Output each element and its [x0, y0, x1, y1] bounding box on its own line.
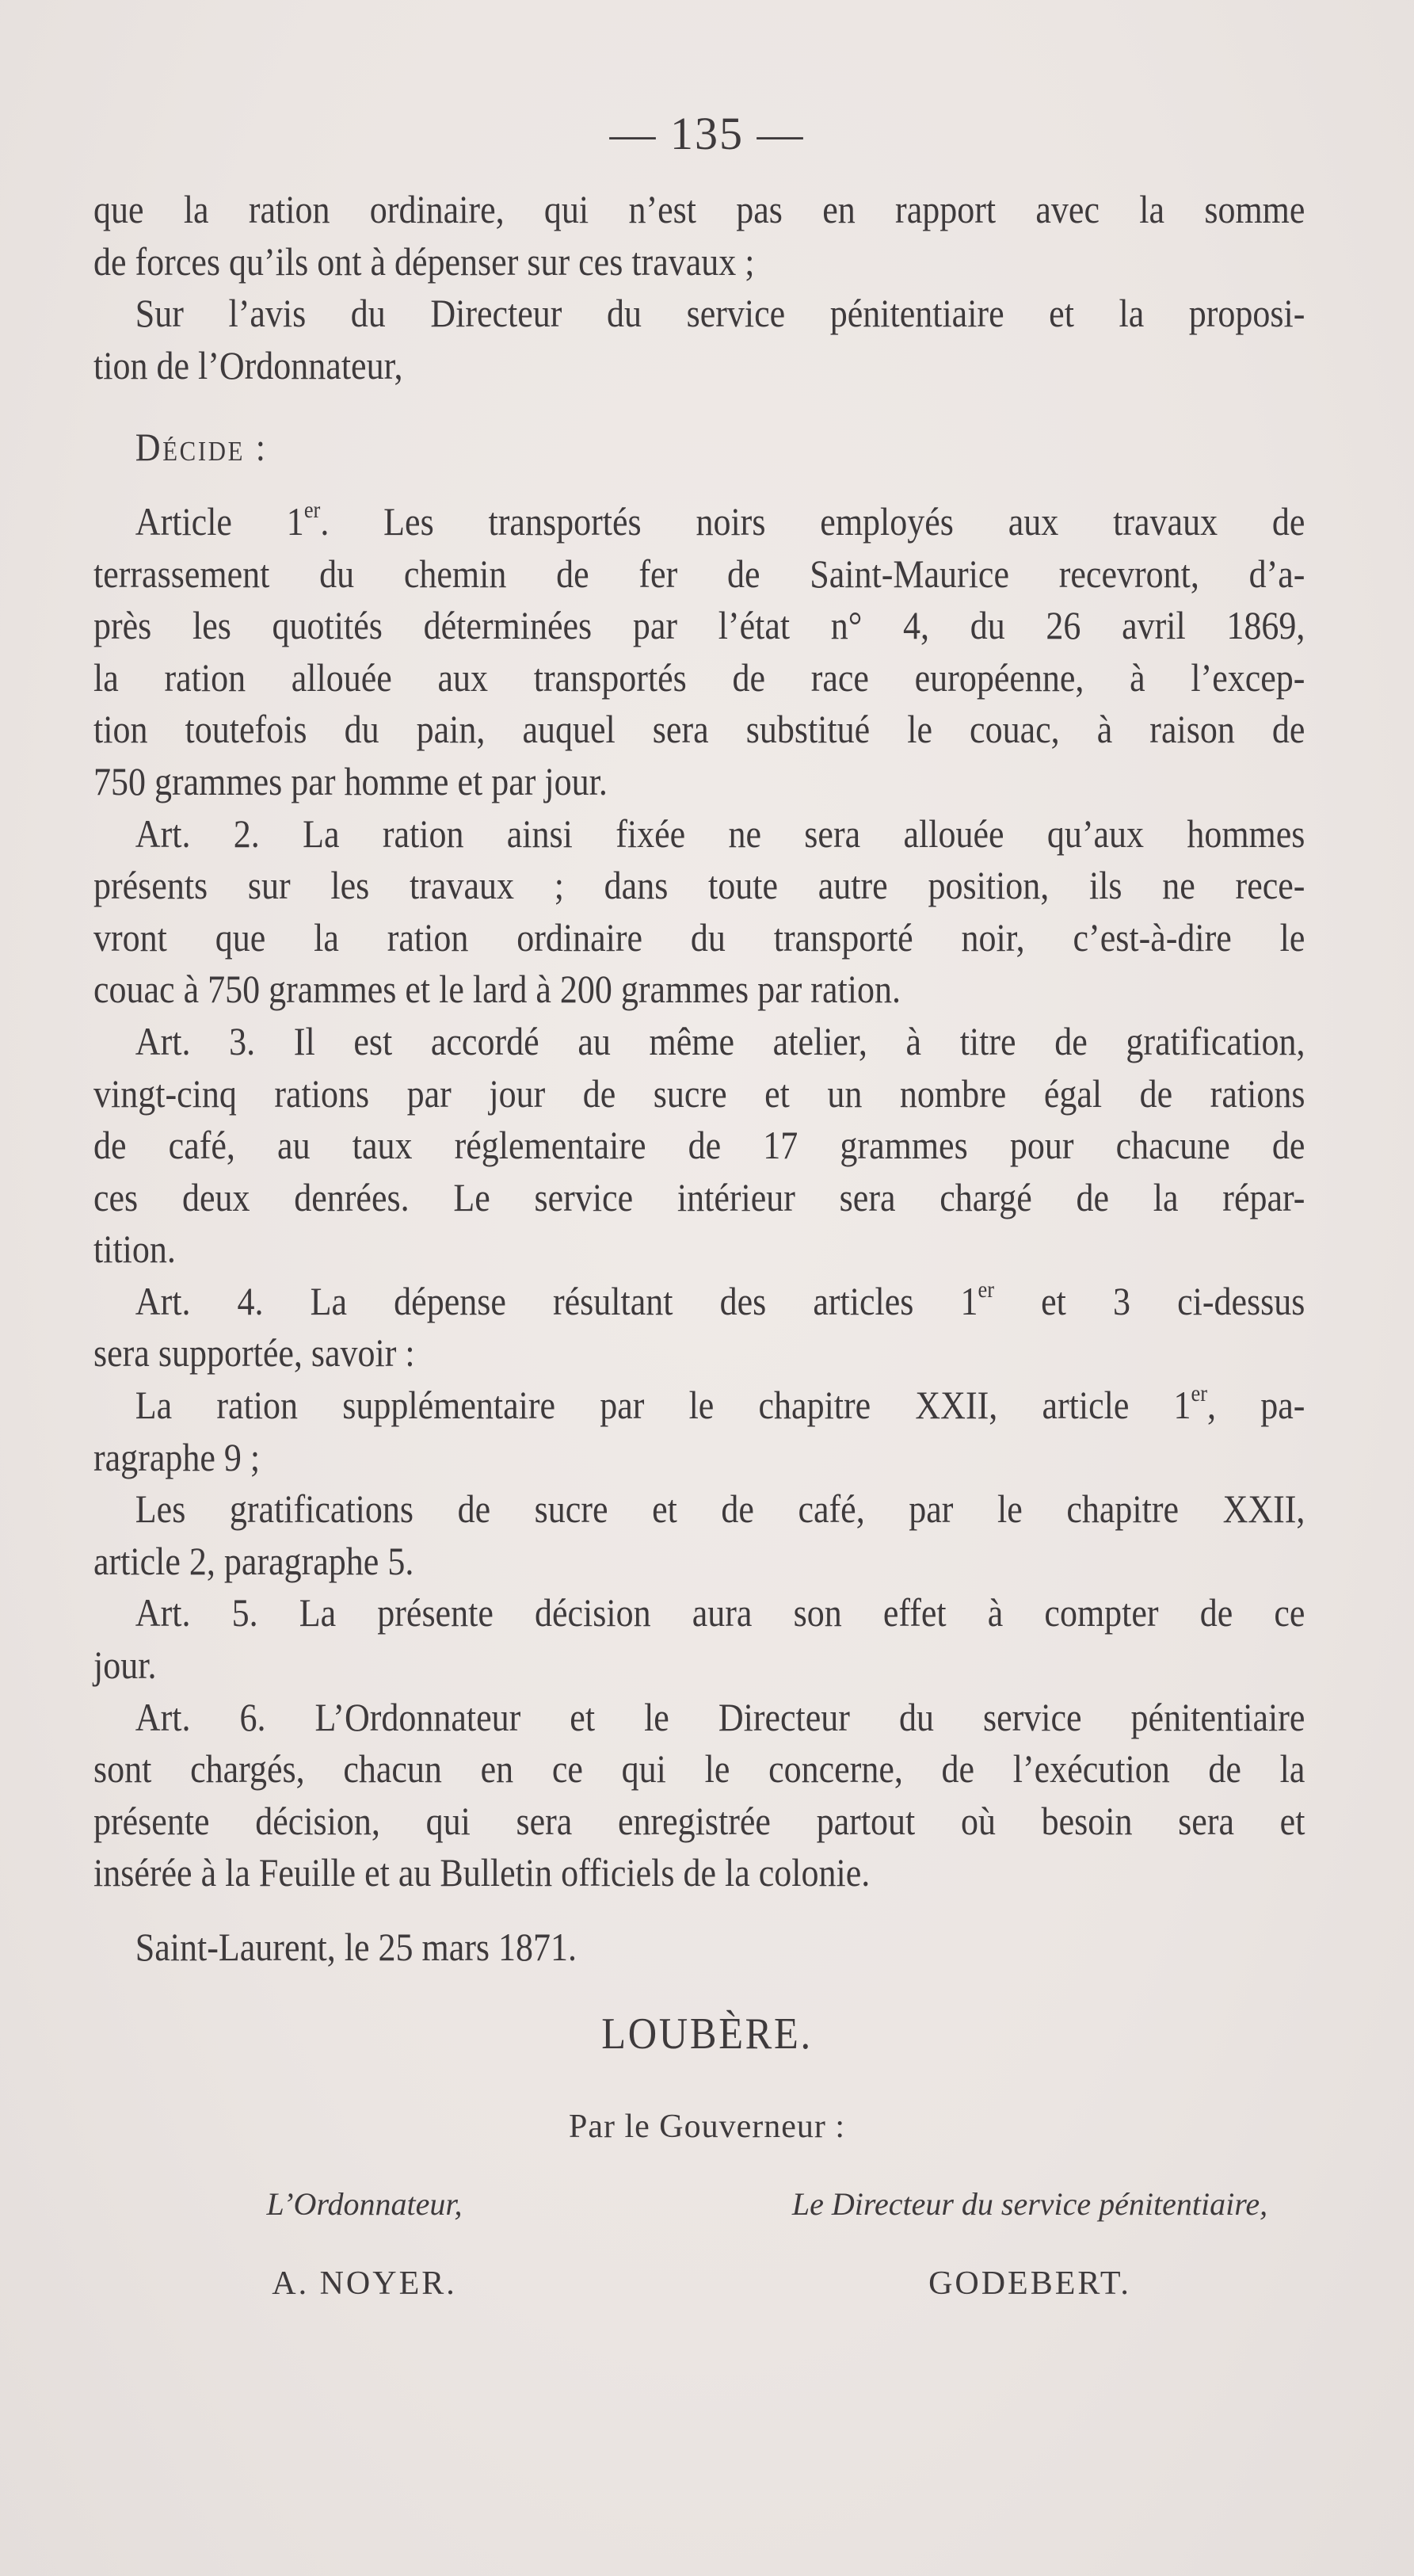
text-line: près les quotités déterminées par l’état n° 4, du 26 avril 1869,	[93, 603, 1305, 648]
text-line: terrassement du chemin de fer de Saint-Maurice recevront, d’a-	[93, 551, 1305, 596]
text-fragment: et 3 ci-dessus	[994, 1278, 1305, 1323]
spacer	[93, 474, 1305, 496]
right-signatory-role: Le Directeur du service pénitentiaire,	[791, 2186, 1268, 2222]
text-line: Art. 3. Il est accordé au même atelier, à titre de gratification,	[135, 1018, 1305, 1063]
text-line: 750 grammes par homme et par jour.	[93, 758, 608, 803]
text-line: vront que la ration ordinaire du transporté noir, c’est-à-dire le	[93, 914, 1305, 960]
text-line: tion de l’Ordonnateur,	[93, 342, 403, 387]
text-line: tition.	[93, 1227, 176, 1272]
spacer	[93, 1899, 1305, 1922]
superscript: er	[1191, 1380, 1208, 1407]
text-line: Sur l’avis du Directeur du service pénitentiaire et la proposi-	[135, 291, 1305, 336]
text-line: Art. 2. La ration ainsi fixée ne sera allouée qu’aux hommes	[135, 811, 1305, 856]
text-fragment: Art. 4. La dépense résultant des articles 1	[135, 1278, 978, 1323]
text-line: article 2, paragraphe 5.	[93, 1538, 414, 1583]
text-line: Art. 5. La présente décision aura son effet à compter de ce	[135, 1590, 1305, 1635]
article-1-line	[93, 496, 1305, 548]
text-line: vingt-cinq rations par jour de sucre et un nombre égal de rations	[93, 1070, 1305, 1116]
text-fragment: La ration supplémentaire par le chapitre XXII, article 1	[135, 1383, 1191, 1428]
text-line: la ration allouée aux transportés de race européenne, à l’excep-	[93, 654, 1305, 700]
dateline: Saint-Laurent, le 25 mars 1871.	[135, 1925, 577, 1969]
text-line: tion toutefois du pain, auquel sera substitué le couac, à raison de	[93, 707, 1305, 752]
left-signatory-name: A. NOYER.	[272, 2265, 457, 2302]
left-signatory-role: L’Ordonnateur,	[266, 2186, 463, 2222]
text-line: présente décision, qui sera enregistrée partout où besoin sera et	[93, 1798, 1305, 1843]
governor-signature: LOUBÈRE.	[601, 2009, 813, 2059]
page-number: — 135 —	[609, 108, 805, 159]
text-line-with-sup	[93, 1380, 1305, 1432]
right-signatory-name: GODEBERT.	[928, 2265, 1131, 2302]
text-line: que la ration ordinaire, qui n’est pas en rapport avec la somme	[93, 187, 1305, 231]
text-fragment: . Les transportés noirs employés aux travaux de	[320, 498, 1305, 544]
text-line: couac à 750 grammes et le lard à 200 grammes par ration.	[93, 967, 901, 1012]
text-line: ces deux denrées. Le service intérieur sera chargé de la répar-	[93, 1174, 1305, 1219]
text-line: ragraphe 9 ;	[93, 1434, 261, 1479]
text-line: jour.	[93, 1643, 157, 1688]
article-1-label: Article 1	[135, 498, 304, 544]
text-line: Art. 6. L’Ordonnateur et le Directeur du service pénitentiaire	[135, 1694, 1305, 1739]
text-line: sera supportée, savoir :	[93, 1330, 415, 1376]
decision-body	[93, 184, 1305, 1974]
spacer	[93, 391, 1305, 422]
text-line: présents sur les travaux ; dans toute autre position, ils ne rece-	[93, 863, 1305, 908]
decide-heading: Décide :	[135, 425, 268, 470]
superscript: er	[303, 496, 321, 523]
text-line: insérée à la Feuille et au Bulletin officiels de la colonie.	[93, 1850, 871, 1895]
text-line: sont chargés, chacun en ce qui le concerne, de l’exécution de la	[93, 1746, 1305, 1792]
text-line: Les gratifications de sucre et de café, par le chapitre XXII,	[135, 1486, 1305, 1532]
text-line: de forces qu’ils ont à dépenser sur ces travaux ;	[93, 239, 755, 284]
text-line: de café, au taux réglementaire de 17 grammes pour chacune de	[93, 1123, 1305, 1168]
superscript: er	[978, 1276, 995, 1303]
par-le-gouverneur: Par le Gouverneur :	[568, 2109, 846, 2145]
text-fragment: , pa-	[1207, 1383, 1305, 1428]
article-4-line	[93, 1276, 1305, 1328]
